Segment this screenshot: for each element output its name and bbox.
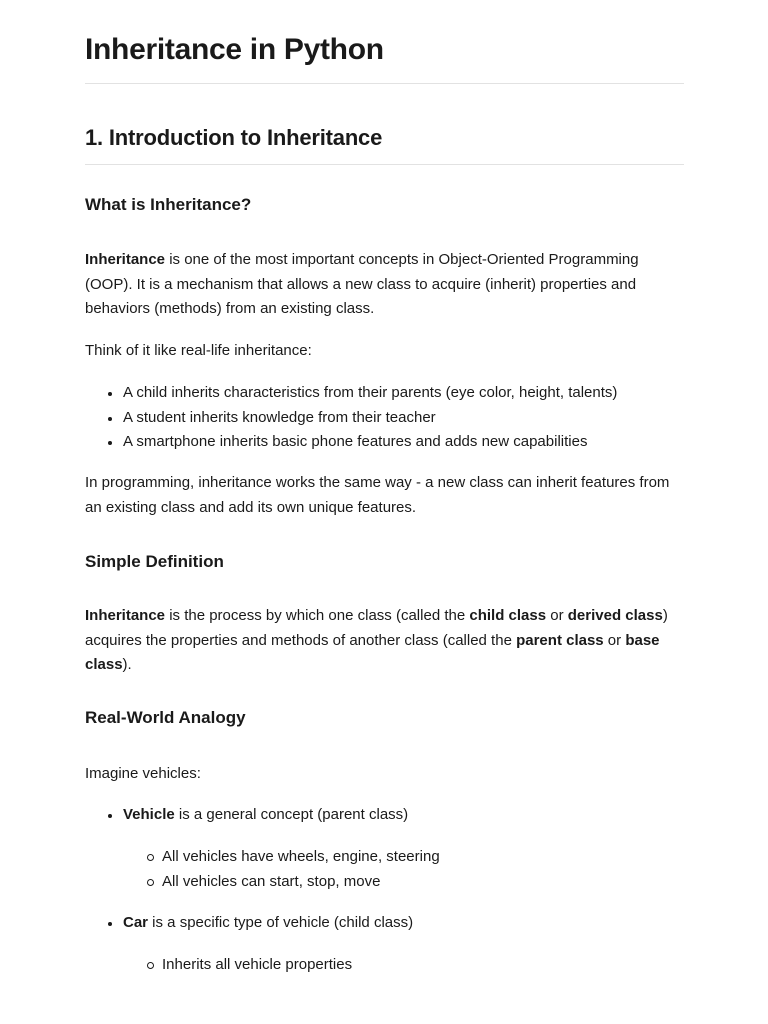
bullet-list-car [85, 911, 413, 936]
bold-term: derived class [567, 607, 663, 624]
subheading-real-world-analogy: Real-World Analogy [85, 708, 246, 727]
text-run: is a general concept (parent class) [174, 806, 409, 823]
text-line: (OOP). It is a mechanism that allows a new class to acquire (inherit) properties and [85, 275, 637, 293]
section-divider [85, 164, 684, 165]
bold-term: Vehicle [123, 806, 175, 823]
paragraph-imagine-vehicles: Imagine vehicles: [85, 765, 201, 782]
text-run: ). [122, 656, 132, 673]
bold-term: Inheritance [85, 607, 166, 624]
subheading-what-is-inheritance: What is Inheritance? [85, 195, 252, 214]
list-item: A smartphone inherits basic phone features and adds new capabilities [85, 430, 617, 455]
sub-list-car [85, 953, 352, 978]
paragraph-definition [85, 604, 695, 678]
bullet-list-examples [85, 381, 617, 455]
paragraph-real-life: Think of it like real-life inheritance: [85, 342, 312, 359]
sub-list-item: Inherits all vehicle properties [85, 953, 352, 978]
text-run: or [603, 631, 626, 649]
list-item: A child inherits characteristics from their parents (eye color, height, talents) [85, 381, 617, 406]
list-item: A student inherits knowledge from their teacher [85, 406, 617, 431]
paragraph-inheritance-intro [85, 248, 685, 322]
bullet-list-vehicle [85, 803, 408, 828]
sub-list-item: All vehicles have wheels, engine, steering [85, 845, 440, 870]
bold-term: class [85, 656, 123, 673]
paragraph-programming [85, 471, 695, 520]
list-item-car [85, 911, 413, 936]
bold-term: base [625, 631, 660, 649]
text-line: an existing class and add its own unique features. [85, 498, 417, 516]
bold-term: Inheritance [85, 251, 166, 268]
sub-list-item: All vehicles can start, stop, move [85, 870, 440, 895]
text-run: is the process by which one class (called the [165, 607, 470, 624]
title-divider [85, 83, 684, 84]
subheading-simple-definition: Simple Definition [85, 552, 224, 571]
text-run: acquires the properties and methods of another class (called the [85, 631, 517, 649]
bold-term: child class [469, 607, 547, 624]
text-run: is a specific type of vehicle (child class) [148, 914, 414, 931]
bold-term: Car [123, 914, 149, 931]
sub-list-vehicle [85, 845, 440, 894]
bold-term: parent class [516, 631, 604, 649]
text-line: is one of the most important concepts in Object-Oriented Programming [165, 251, 639, 268]
section-heading-introduction: 1. Introduction to Inheritance [85, 125, 383, 150]
list-item-vehicle [85, 803, 408, 828]
text-line: In programming, inheritance works the same way - a new class can inherit features from [85, 474, 670, 491]
page-title: Inheritance in Python [85, 33, 384, 66]
text-run: ) [662, 607, 668, 624]
text-run: or [546, 607, 568, 624]
text-line: behaviors (methods) from an existing class. [85, 300, 375, 317]
